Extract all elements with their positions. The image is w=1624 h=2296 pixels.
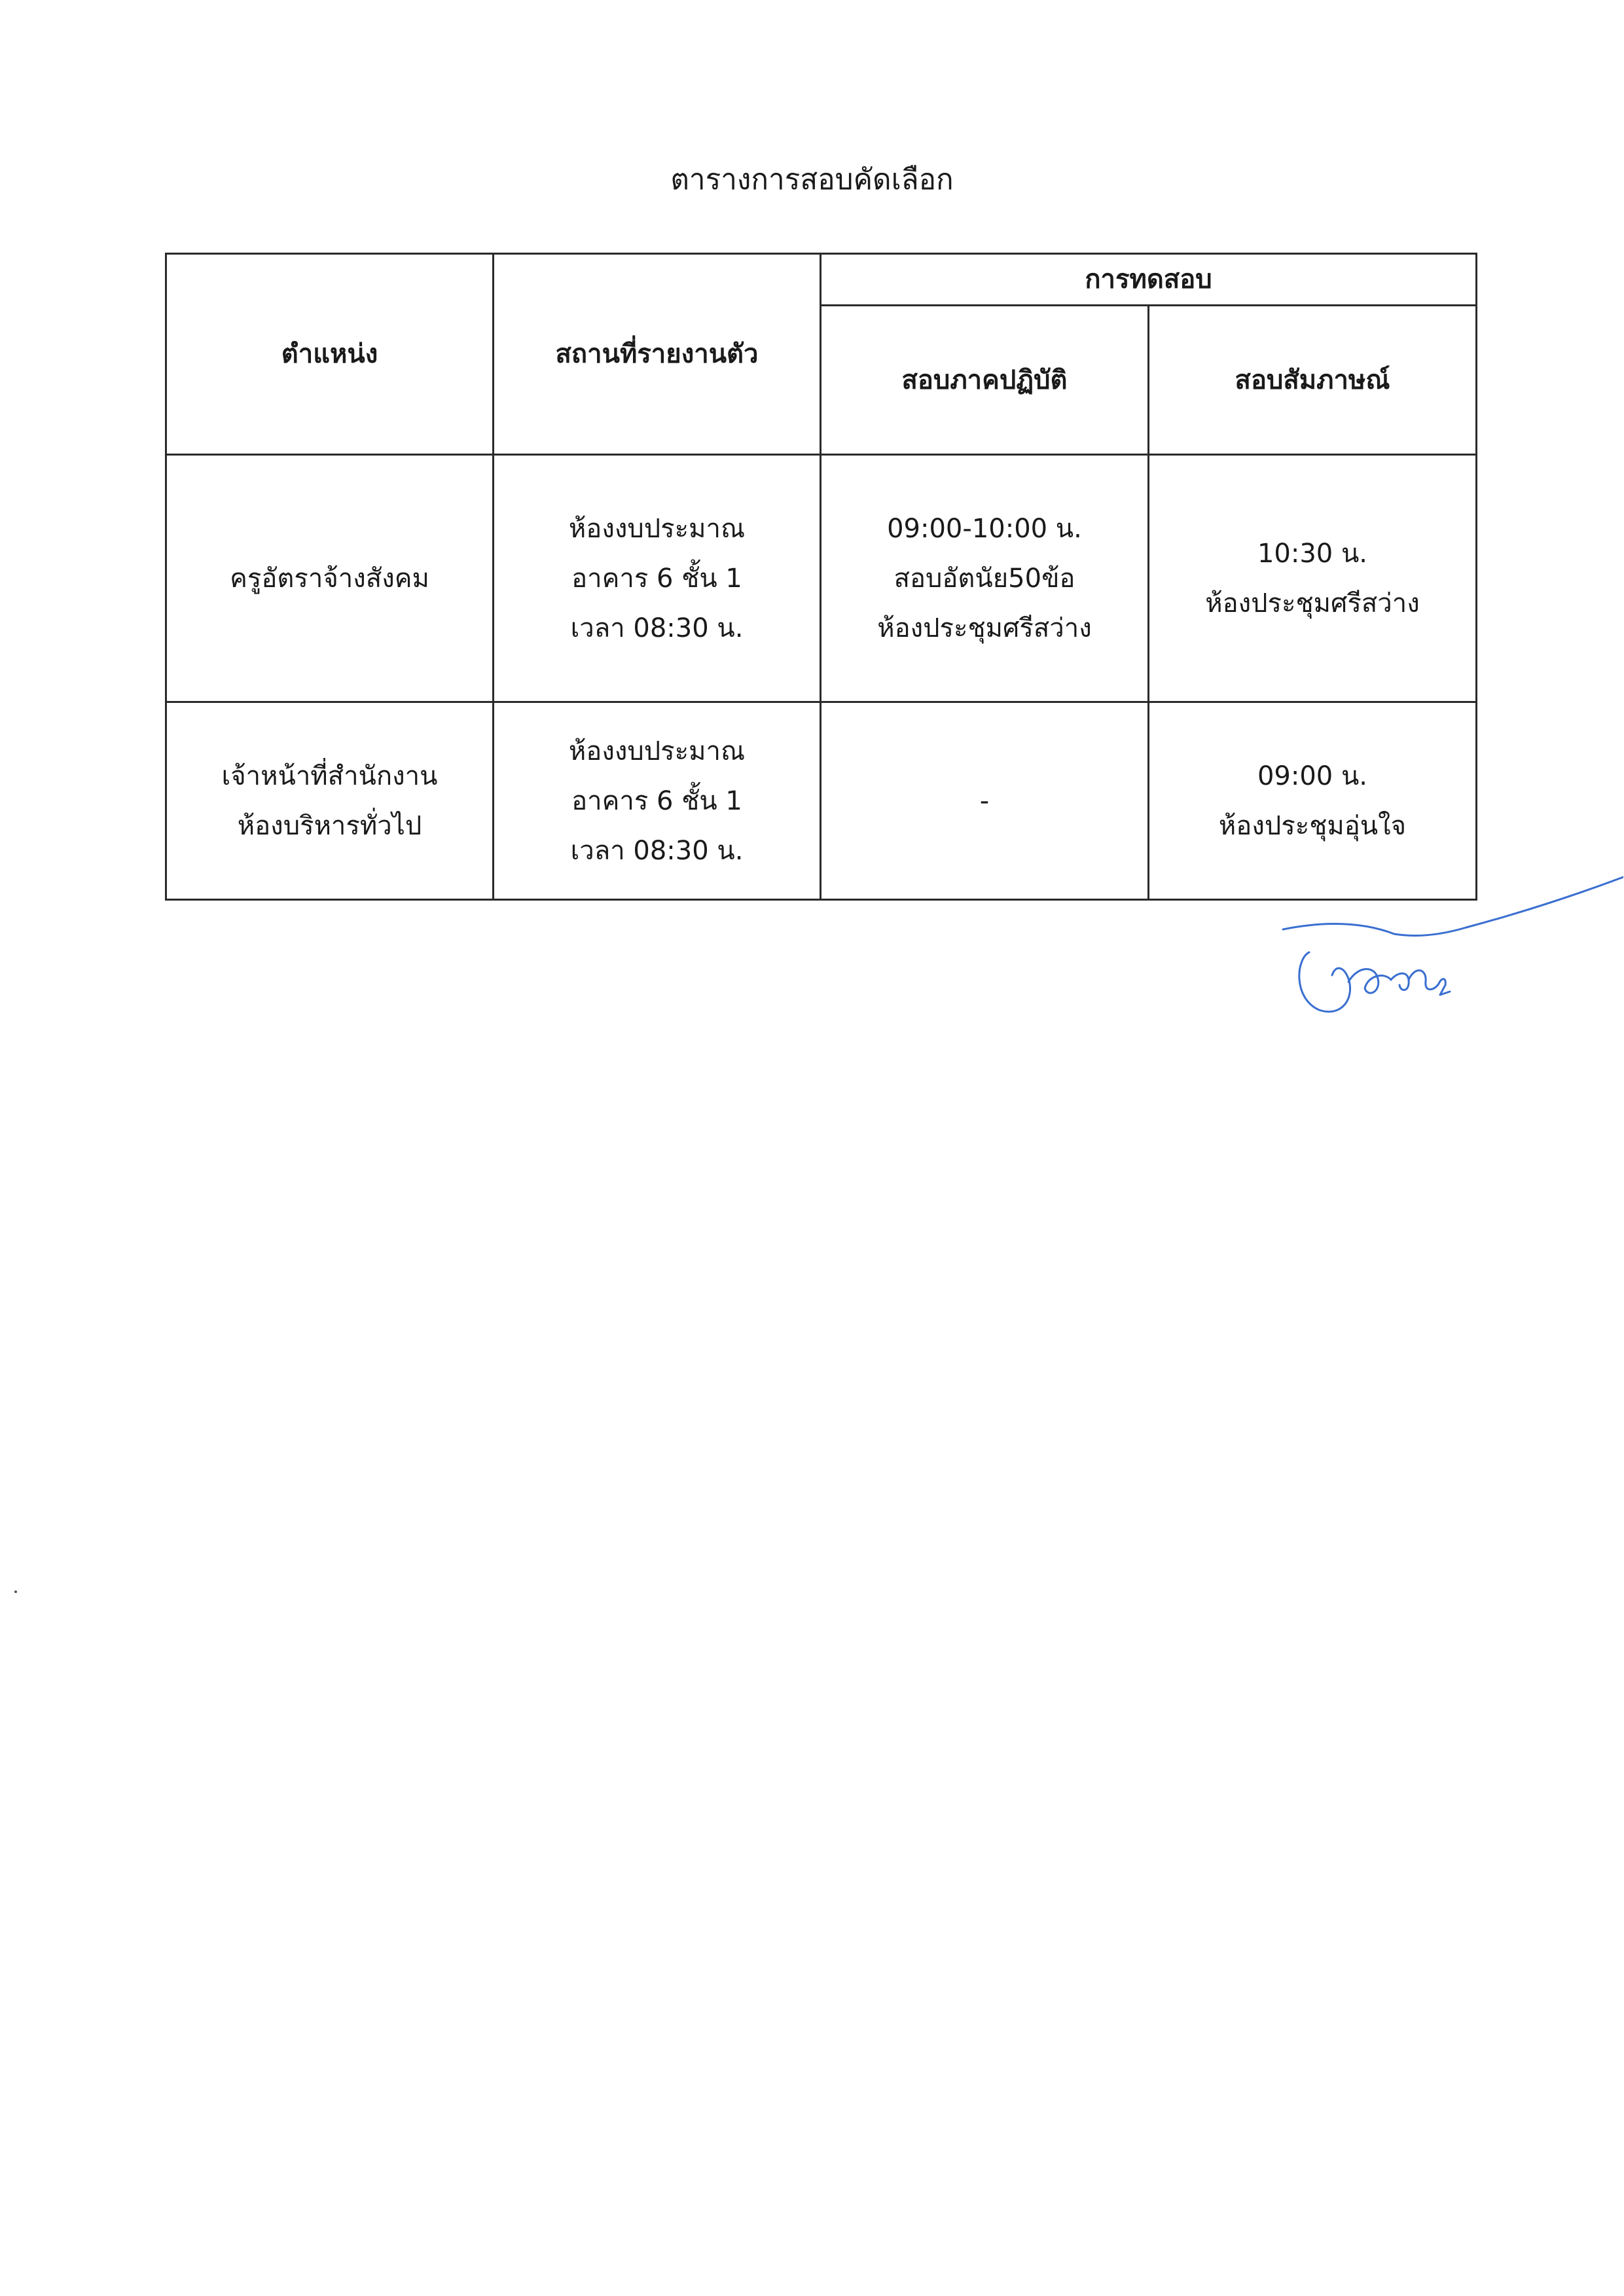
cell-line: 09:00 น. [1257, 761, 1368, 791]
cell-line: 09:00-10:00 น. [887, 513, 1082, 544]
cell-line: สอบอัตนัย50ข้อ [893, 563, 1075, 594]
cell-line: ห้องประชุมศรีสว่าง [1205, 588, 1420, 619]
page-title: ตารางการสอบคัดเลือก [670, 163, 954, 196]
cell-line: - [979, 785, 990, 816]
cell-line: ห้องประชุมอุ่นใจ [1218, 810, 1407, 841]
cell-line: 10:30 น. [1257, 538, 1368, 569]
cell-practical [821, 455, 1149, 702]
cell-position [166, 702, 494, 900]
cell-line: อาคาร 6 ชั้น 1 [571, 785, 742, 816]
cell-line: ห้องบริหารทั่วไป [237, 810, 422, 841]
cell-line: ครูอัตราจ้างสังคม [230, 563, 429, 594]
cell-position [166, 455, 494, 702]
table-header-row [166, 254, 1477, 306]
header-interview: สอบสัมภาษณ์ [1149, 306, 1477, 455]
header-report-place: สถานที่รายงานตัว [494, 254, 821, 455]
cell-line: เวลา 08:30 น. [570, 835, 744, 866]
cell-line: ห้องงบประมาณ [568, 513, 746, 544]
header-exam-group: การทดสอบ [821, 254, 1477, 306]
scan-speck [14, 1590, 17, 1593]
header-practical: สอบภาคปฏิบัติ [821, 306, 1149, 455]
exam-schedule-table [165, 253, 1477, 901]
cell-interview [1149, 455, 1477, 702]
header-position: ตำแหน่ง [166, 254, 494, 455]
cell-line: ห้องงบประมาณ [568, 736, 746, 766]
cell-line: อาคาร 6 ชั้น 1 [571, 563, 742, 594]
cell-practical [821, 702, 1149, 900]
cell-report-place [494, 702, 821, 900]
table-row [166, 455, 1477, 702]
cell-report-place [494, 455, 821, 702]
cell-line: เวลา 08:30 น. [570, 613, 744, 643]
signature [1270, 867, 1623, 1024]
cell-line: ห้องประชุมศรีสว่าง [877, 613, 1092, 643]
cell-line: เจ้าหน้าที่สำนักงาน [221, 761, 438, 791]
